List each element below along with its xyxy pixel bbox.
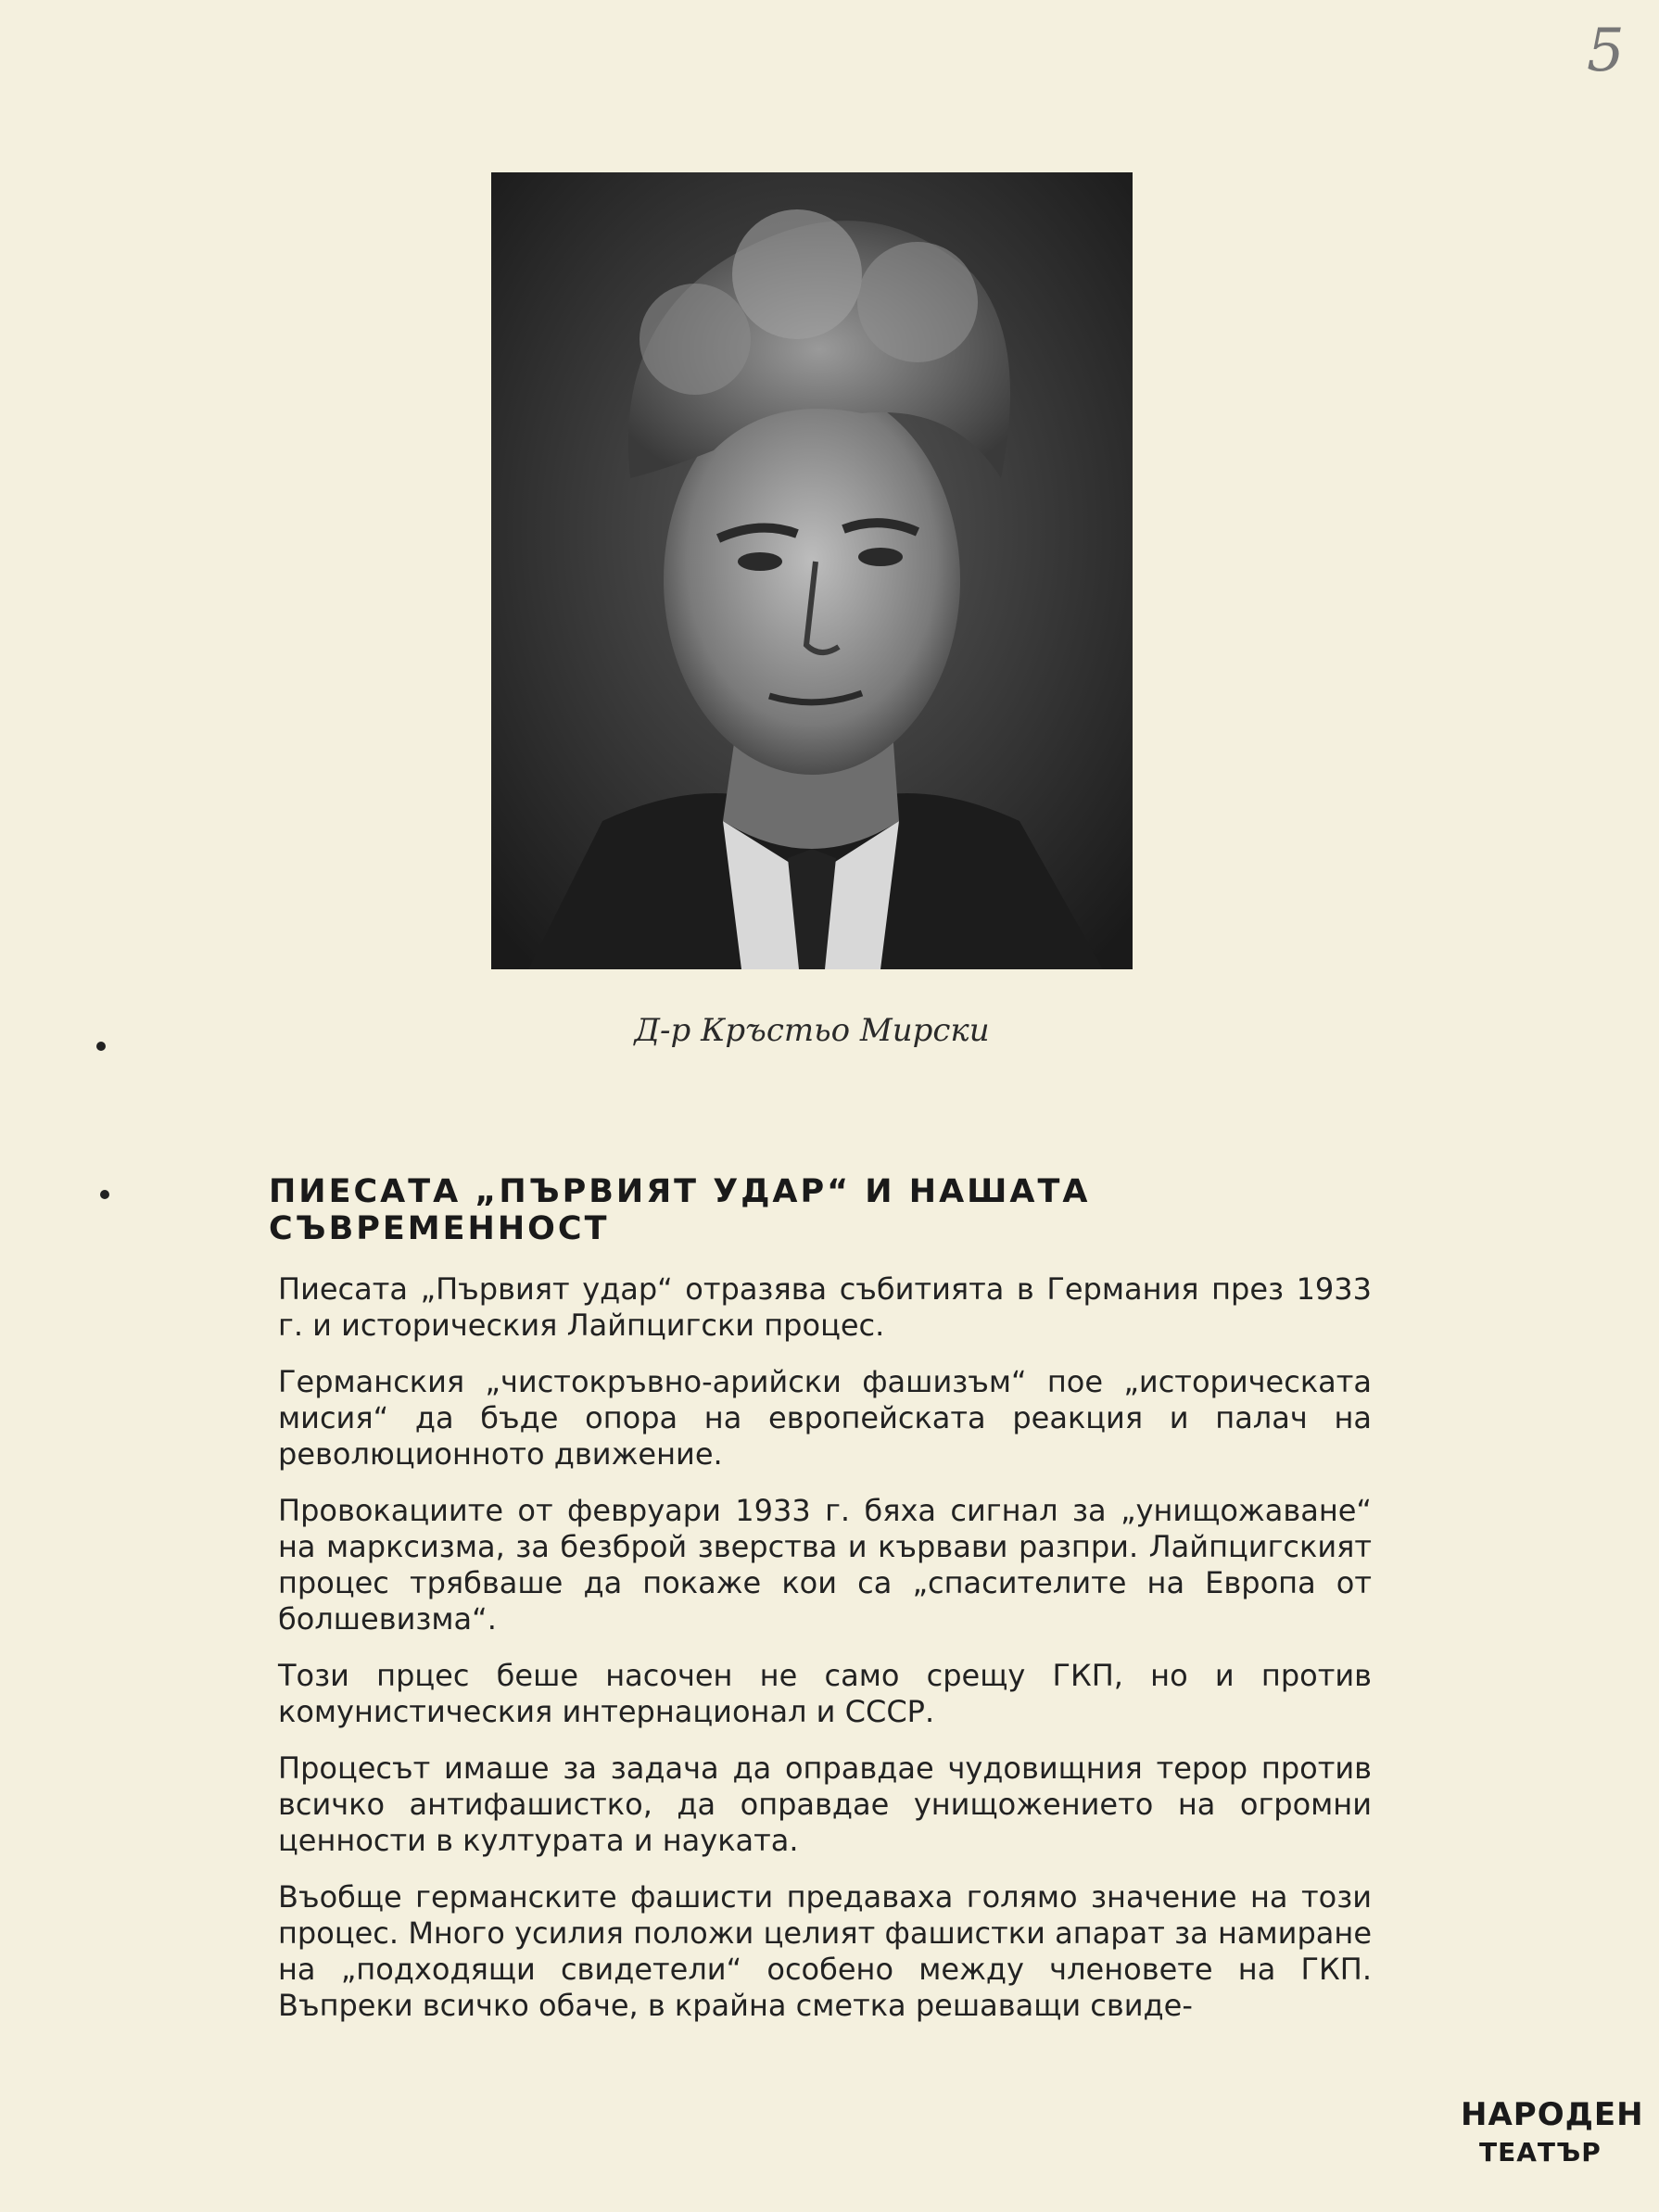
page-number: 5 (1587, 17, 1625, 85)
article-paragraph: Провокациите от февруари 1933 г. бяха сигнал за „унищожаване“ на марксизма, за безброй зверства и кървави разпри. Лайпцигският процес трябваше да покаже кои са „спасителите на Европа от болшевизма“. (278, 1493, 1372, 1637)
article-paragraph: Пиесата „Първият удар“ отразява събитията в Германия през 1933 г. и историческия Лайпцигски процес. (278, 1271, 1372, 1343)
article-body (278, 1271, 1372, 2044)
article-title: ПИЕСАТА „ПЪРВИЯТ УДАР“ И НАШАТА СЪВРЕМЕННОСТ (269, 1173, 1091, 1247)
binding-mark (100, 1190, 109, 1199)
portrait-illustration (491, 172, 1133, 969)
binding-mark (96, 1042, 106, 1051)
article-paragraph: Германския „чистокръвно-арийски фашизъм“ пое „историческата мисия“ да бъде опора на европейската реакция и палач на революционното движение. (278, 1364, 1372, 1472)
article-paragraph: Въобще германските фашисти предаваха голямо значение на този процес. Много усилия положи целият фашистки апарат за намиране на „подходящи свидетели“ особено между членовете на ГКП. Въпреки всичко обаче, в крайна сметка решаващи свиде- (278, 1879, 1372, 2023)
article-paragraph: Процесът имаше за задача да оправдае чудовищния терор против всичко антифашистко, да оправдае унищожението на огромни ценности в културата и науката. (278, 1751, 1372, 1858)
portrait-photo (491, 172, 1133, 969)
portrait-caption: Д-р Кръстьо Мирски (634, 1012, 990, 1049)
stamp-text-line1: НАРОДЕН (1461, 2096, 1644, 2133)
article-paragraph: Този прцес беше насочен не само срещу ГКП, но и против комунистическия интернационал и СССР. (278, 1658, 1372, 1729)
stamp-text-line2: ТЕАТЪР (1479, 2137, 1602, 2168)
